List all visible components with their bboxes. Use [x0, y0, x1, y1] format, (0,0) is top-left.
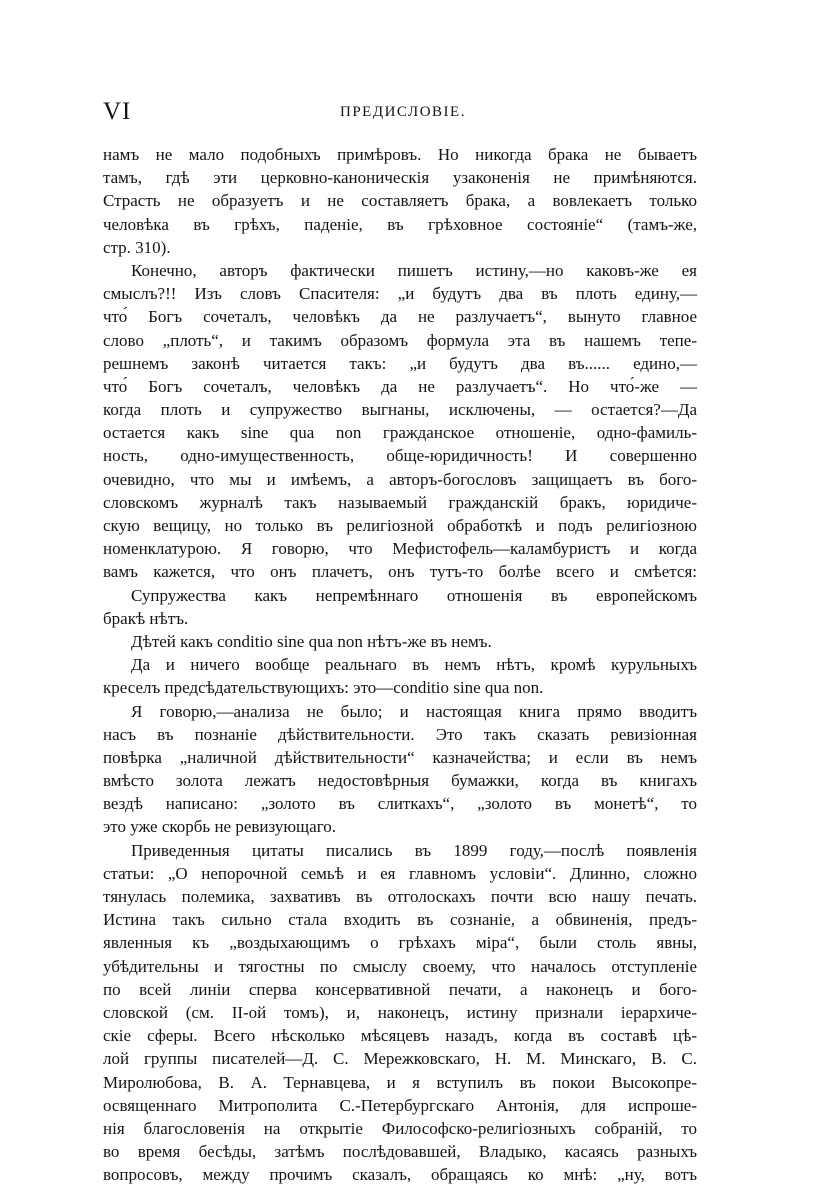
page-number: VI	[103, 98, 132, 125]
running-title: ПРЕДИСЛОВIЕ.	[340, 104, 466, 120]
text-line: вездѣ написано: „золото въ слиткахъ“, „золото въ монетѣ“, то	[103, 794, 697, 814]
text-line: во время бесѣды, затѣмъ послѣдовавшей, Владыко, касаясь разныхъ	[103, 1142, 697, 1162]
text-line: нiя благословенiя на открытiе Философско-религiозныхъ собранiй, то	[103, 1118, 697, 1138]
text-line: Приведенныя цитаты писались въ 1899 году,—послѣ появленiя	[131, 840, 697, 860]
text-line: решнемъ законѣ читается такъ: „и будутъ два въ...... едино,—	[103, 353, 697, 373]
text-line: стр. 310).	[103, 237, 171, 257]
text-line: вопросовъ, между прочимъ сказалъ, обращаясь ко мнѣ: „ну, вотъ	[103, 1165, 697, 1185]
text-line: смыслъ?!! Изъ словъ Спасителя: „и будутъ два въ плоть едину,—	[103, 284, 697, 304]
text-line: освященнаго Митрополита С.-Петербургскаго Антонiя, для испроше-	[103, 1095, 697, 1115]
text-line: остается какъ sine qua non гражданское отношенiе, одно-фамиль-	[103, 423, 697, 443]
text-line: что́ Богъ сочеталъ, человѣкъ да не разлучаетъ“, вынуто главное	[103, 307, 697, 327]
text-line: человѣка въ грѣхъ, паденiе, въ грѣховное состоянiе“ (тамъ-же,	[103, 214, 697, 234]
text-line: Я говорю,—анализа не было; и настоящая книга прямо вводитъ	[131, 701, 697, 721]
text-line: по всей линiи сперва консервативной печати, а наконецъ и бого-	[103, 979, 697, 999]
text-line: бракѣ нѣтъ.	[103, 608, 189, 628]
text-line: Конечно, авторъ фактически пишетъ истину,—но каковъ-же ея	[131, 260, 697, 280]
text-line: ность, одно-имущественность, обще-юридичность! И совершенно	[103, 446, 697, 466]
text-line: когда плоть и супружество выгнаны, исключены, — остается?—Да	[103, 400, 697, 420]
text-line: тянулась полемика, захвативъ въ отголоскахъ почти всю нашу печать.	[103, 887, 697, 906]
text-line: намъ не мало подобныхъ примѣровъ. Но никогда брака не бываетъ	[103, 145, 697, 164]
text-line: вмѣсто золота лежатъ недостовѣрныя бумажки, когда въ книгахъ	[103, 771, 697, 791]
text-line: убѣдительны и тягостны по смыслу своему, что началось отступленiе	[103, 956, 697, 976]
text-line: слово „плоть“, и такимъ образомъ формула эта въ нашемъ тепе-	[103, 330, 697, 350]
body-text	[103, 143, 697, 1186]
text-line: вамъ кажется, что онъ плачетъ, онъ тутъ-то болѣе всего и смѣется:	[103, 562, 697, 582]
text-line: скую вещицу, но только въ религiозной обработкѣ и подъ религiозною	[103, 516, 697, 535]
text-line: что́ Богъ сочеталъ, человѣкъ да не разлучаетъ“. Но что́-же —	[103, 376, 697, 396]
text-line: статьи: „О непорочной семьѣ и ея главномъ условiи“. Длинно, сложно	[103, 863, 697, 883]
text-line: скiе сферы. Всего нѣсколько мѣсяцевъ назадъ, когда въ составѣ цѣ-	[103, 1026, 697, 1046]
text-line: насъ въ познанiе дѣйствительности. Это такъ сказать ревизiонная	[103, 724, 697, 744]
text-line: словской (см. II-ой томъ), и, наконецъ, истину признали iерархиче-	[103, 1002, 697, 1022]
text-line: Дѣтей какъ conditio sine qua non нѣтъ-же въ немъ.	[131, 631, 492, 651]
text-line: это уже скорбь не ревизующаго.	[103, 817, 336, 837]
text-line: Страсть не образуетъ и не составляетъ брака, а вовлекаетъ только	[103, 191, 697, 211]
text-line: Миролюбова, В. А. Тернавцева, и я вступилъ въ покои Высокопре-	[103, 1072, 697, 1092]
text-line: повѣрка „наличной дѣйствительности“ казначейства; и если въ немъ	[103, 747, 697, 767]
text-line: очевидно, что мы и имѣемъ, а авторъ-богословъ защищаетъ въ бого-	[103, 469, 697, 489]
text-line: Да и ничего вообще реальнаго въ немъ нѣтъ, кромѣ курульныхъ	[131, 655, 697, 675]
text-line: Истина такъ сильно стала входить въ сознанiе, а обвиненiя, предъ-	[103, 910, 697, 930]
text-line: тамъ, гдѣ эти церковно-каноническiя узаконенiя не примѣняются.	[103, 168, 697, 188]
text-line: явленныя къ „воздыхающимъ о грѣхахъ мiра“, были столь явны,	[103, 933, 697, 953]
text-line: креселъ предсѣдательствующихъ: это—conditio sine qua non.	[103, 678, 544, 698]
text-line: Супружества какъ непремѣннаго отношенiя въ европейскомъ	[131, 585, 697, 605]
text-line: лой группы писателей—Д. С. Мережковскаго, Н. М. Минскаго, В. С.	[103, 1049, 697, 1069]
text-line: номенклатурою. Я говорю, что Мефистофель—каламбуристъ и когда	[103, 539, 697, 559]
text-line: словскомъ журналѣ такъ называемый гражданскiй бракъ, юридиче-	[103, 492, 697, 512]
